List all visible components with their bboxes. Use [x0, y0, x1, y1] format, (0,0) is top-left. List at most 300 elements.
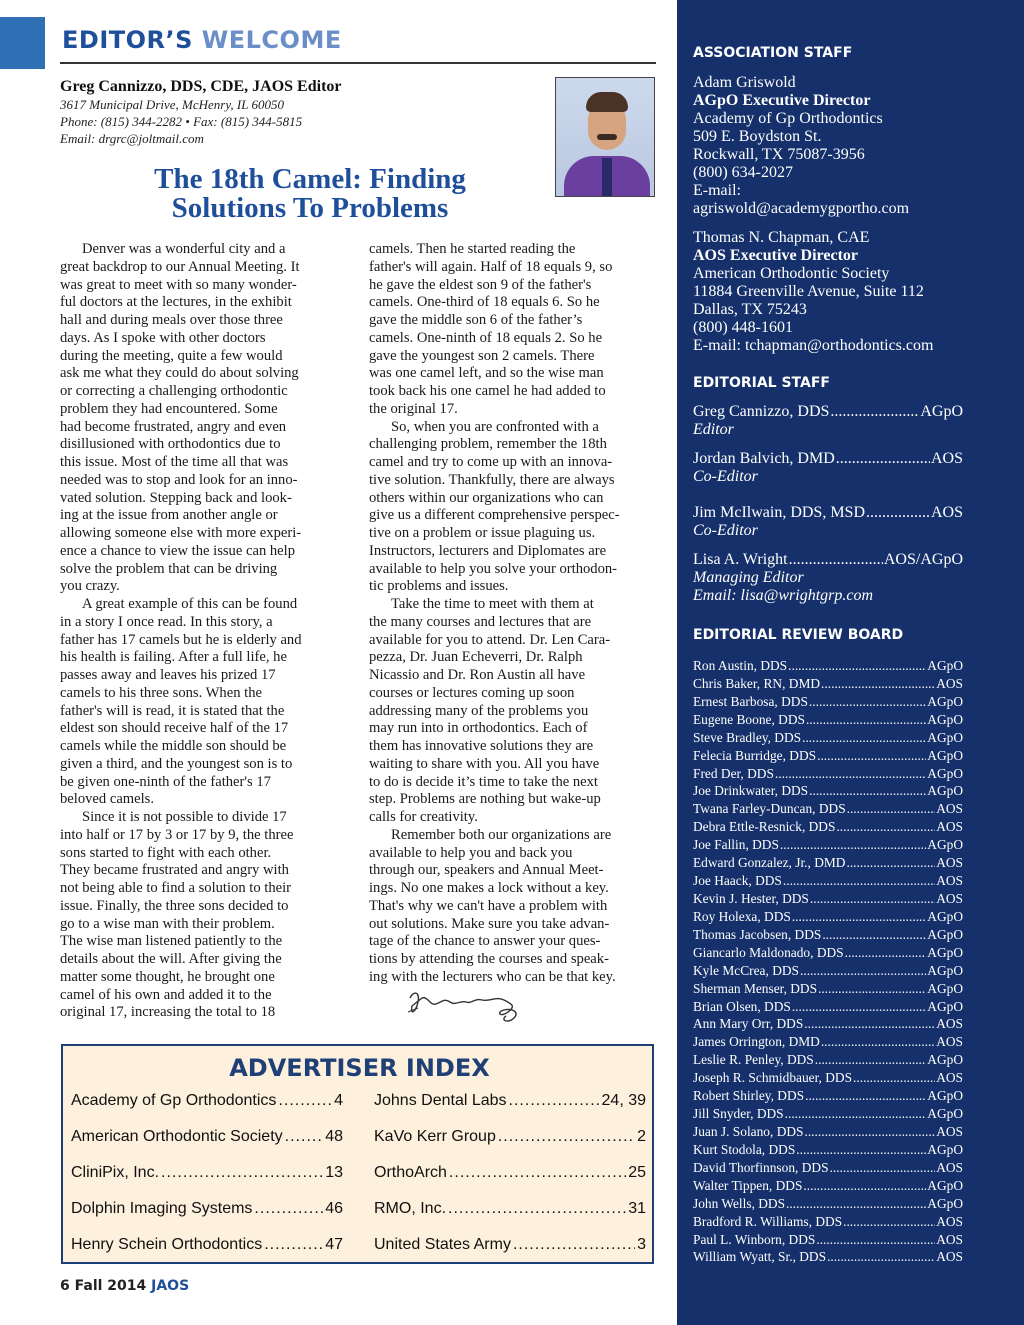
- article-text-line: may run into in orthodontics. Each of: [369, 720, 588, 737]
- member-name: Felecia Burridge, DDS: [693, 747, 817, 763]
- member-org: AOS: [936, 1070, 963, 1086]
- member-name: Jill Snyder, DDS: [693, 1106, 784, 1122]
- advertiser-name: Dolphin Imaging Systems: [71, 1200, 253, 1217]
- dot-leader: [845, 944, 927, 962]
- dot-leader: [448, 1200, 626, 1218]
- article-text-line: tage of the chance to answer your ques-: [369, 933, 601, 950]
- article-text-line: be given one-ninth of the father's 17: [60, 773, 271, 790]
- article-text-line: pezza, Dr. Juan Echeverri, Dr. Ralph: [369, 649, 583, 666]
- member-org: AGpO: [927, 998, 963, 1014]
- member-name: Giancarlo Maldonado, DDS: [693, 944, 844, 960]
- member-org: AGpO: [927, 658, 963, 673]
- dot-leader: [809, 782, 926, 800]
- article-text-line: details about the will. After giving the: [60, 951, 282, 967]
- review-board-member: [693, 782, 963, 800]
- member-org: AGpO: [927, 962, 963, 978]
- editor-name: Greg Cannizzo, DDS, CDE, JAOS Editor: [60, 78, 342, 95]
- member-name: Ron Austin, DDS: [693, 658, 788, 673]
- review-board-member: [693, 926, 963, 944]
- advertiser-name: United States Army: [374, 1236, 511, 1253]
- review-board-member: [693, 980, 963, 998]
- dot-leader: [796, 1141, 926, 1159]
- advertiser-name: CliniPix, Inc.: [71, 1164, 160, 1181]
- review-board-member: [693, 872, 963, 890]
- advertiser-page: 24, 39: [601, 1092, 646, 1109]
- article-text-line: That's why we can't have a problem with: [369, 897, 608, 914]
- advertiser-name: American Orthodontic Society: [71, 1128, 283, 1145]
- dot-leader: [278, 1092, 332, 1110]
- member-org: AOS: [936, 1034, 963, 1050]
- contact-line: E-mail:: [693, 182, 741, 199]
- contact-line: agriswold@academygportho.com: [693, 200, 910, 217]
- article-text-line: Take the time to meet with them at: [391, 596, 594, 612]
- article-text-line: this issue. Most of the time all that was: [60, 454, 289, 470]
- article-text-line: beloved camels.: [60, 791, 155, 808]
- advertiser-page: 48: [325, 1128, 343, 1145]
- article-text-line: camel of his own and added it to the: [60, 986, 272, 1003]
- member-org: AGpO: [927, 1177, 963, 1193]
- member-org: AOS: [936, 873, 963, 889]
- staff-role: Managing Editor: [693, 569, 804, 586]
- review-board-member: [693, 998, 963, 1016]
- article-text-line: needed was to stop and look for an inno-: [60, 471, 298, 488]
- advertiser-name: RMO, Inc.: [374, 1200, 447, 1217]
- dot-leader: [804, 1123, 935, 1141]
- article-text-line: Remember both our organizations are: [391, 826, 612, 843]
- dot-leader: [513, 1236, 635, 1254]
- dot-leader: [816, 1231, 935, 1249]
- article-text-line: ing at the issue from another angle or: [60, 507, 278, 524]
- member-org: AOS: [936, 1213, 963, 1229]
- dot-leader: [789, 551, 883, 569]
- dot-leader: [805, 1087, 926, 1105]
- member-name: Roy Holexa, DDS: [693, 908, 791, 924]
- dot-leader: [509, 1092, 600, 1110]
- article-text-line: hall and during meals over those three: [60, 312, 283, 328]
- association-contact-aos: [693, 229, 1013, 355]
- review-board-member: [693, 1051, 963, 1069]
- advertiser-entry: [71, 1236, 343, 1254]
- advertiser-name: OrthoArch: [374, 1164, 447, 1181]
- contact-line: (800) 448-1601: [693, 319, 793, 336]
- review-board-member: [693, 1231, 963, 1249]
- advertiser-entry: [71, 1128, 343, 1146]
- member-name: Chris Baker, RN, DMD: [693, 675, 821, 691]
- contact-line: (800) 634-2027: [693, 164, 793, 181]
- dot-leader: [821, 675, 935, 693]
- article-text-line: vated solution. Stepping back and look-: [60, 489, 292, 506]
- editor-photo: [555, 77, 655, 197]
- review-board-member: [693, 765, 963, 783]
- member-org: AOS: [936, 1249, 963, 1265]
- member-org: AGpO: [927, 908, 963, 924]
- article-text-line: the many courses and lectures that are: [369, 613, 592, 630]
- member-org: AGpO: [927, 1141, 963, 1157]
- article-text-line: issue. Finally, the three sons decided to: [60, 897, 289, 914]
- advertiser-index-title: ADVERTISER INDEX: [229, 1054, 490, 1082]
- advertiser-page: 47: [325, 1236, 343, 1253]
- member-name: Steve Bradley, DDS: [693, 729, 802, 745]
- staff-org: AOS: [930, 504, 963, 521]
- article-text-line: or correcting a challenging orthodontic: [60, 383, 288, 399]
- dot-leader: [161, 1164, 323, 1182]
- article-text-line: through our, speakers and Annual Meet-: [369, 862, 604, 879]
- dot-leader: [802, 729, 926, 747]
- article-text-line: ask me what they could do about solving: [60, 365, 299, 382]
- review-board-member: [693, 1177, 963, 1195]
- article-text-line: Since it is not possible to divide 17: [82, 809, 287, 825]
- dot-leader: [786, 1195, 926, 1213]
- article-column-2: [369, 241, 659, 987]
- dot-leader: [827, 1248, 935, 1266]
- dot-leader: [830, 1159, 936, 1177]
- dot-leader: [498, 1128, 635, 1146]
- member-name: Bradford R. Williams, DDS: [693, 1213, 843, 1229]
- dot-leader: [821, 1033, 935, 1051]
- member-name: Edward Gonzalez, Jr., DMD: [693, 855, 846, 871]
- member-org: AOS: [936, 1159, 963, 1175]
- member-name: Eugene Boone, DDS: [693, 711, 805, 727]
- dot-leader: [785, 1105, 927, 1123]
- review-board-member: [693, 1087, 963, 1105]
- article-text-line: gave the middle son 6 of the father’s: [369, 312, 583, 328]
- editor-email: Email: drgrc@joltmail.com: [60, 131, 204, 146]
- member-name: Fred Der, DDS: [693, 765, 774, 781]
- article-text-line: So, when you are confronted with a: [391, 418, 599, 435]
- contact-line: Rockwall, TX 75087-3956: [693, 146, 865, 163]
- article-text-line: tic problems and issues.: [369, 578, 509, 595]
- contact-line: Adam Griswold: [693, 74, 796, 91]
- header-divider: [60, 62, 656, 64]
- article-text-line: calls for creativity.: [369, 809, 478, 825]
- member-org: AGpO: [927, 711, 963, 727]
- member-org: AOS: [936, 801, 963, 817]
- review-board-member: [693, 1033, 963, 1051]
- member-org: AGpO: [927, 1088, 963, 1104]
- staff-role: Editor: [693, 421, 734, 438]
- article-text-line: available for you to attend. Dr. Len Cara-: [369, 631, 611, 648]
- article-text-line: he gave the eldest son 9 of the father's: [369, 276, 592, 293]
- review-board-member: [693, 1015, 963, 1033]
- editorial-staff-entry: [693, 450, 963, 486]
- member-org: AGpO: [927, 1106, 963, 1122]
- staff-name-line: [693, 504, 963, 522]
- article-text-line: ing with the lecturers who can be that key.: [369, 968, 616, 985]
- member-org: AGpO: [927, 765, 963, 781]
- staff-sidebar: [677, 0, 1024, 1325]
- editor-contact: [60, 78, 540, 147]
- article-text-line: tive on a problem or issue plaguing us.: [369, 525, 596, 541]
- advertiser-entry: [71, 1092, 343, 1110]
- review-board-member: [693, 729, 963, 747]
- member-name: David Thorfinnson, DDS: [693, 1159, 829, 1175]
- article-text-line: tive solution. Thankfully, there are always: [369, 471, 615, 488]
- editor-phone: Phone: (815) 344-2282 • Fax: (815) 344-5815: [60, 114, 303, 129]
- member-org: AGpO: [927, 1052, 963, 1068]
- member-name: Joe Drinkwater, DDS: [693, 783, 809, 799]
- article-text-line: father's will is read, it is stated that the: [60, 702, 285, 719]
- member-org: AOS: [936, 1016, 963, 1032]
- dot-leader: [449, 1164, 626, 1182]
- article-text-line: them has innovative solutions they are: [369, 738, 594, 754]
- dot-leader: [815, 1051, 927, 1069]
- member-org: AOS: [936, 1231, 963, 1247]
- review-board-member: [693, 818, 963, 836]
- member-name: Robert Shirley, DDS: [693, 1088, 805, 1104]
- journal-name: JAOS: [151, 1278, 190, 1294]
- dot-leader: [788, 657, 926, 675]
- editorial-staff-entry: [693, 403, 963, 439]
- dot-leader: [836, 818, 935, 836]
- advertiser-name: KaVo Kerr Group: [374, 1128, 496, 1145]
- review-board-member: [693, 747, 963, 765]
- article-text-line: available to help you solve your orthodon-: [369, 560, 618, 577]
- article-text-line: original 17, increasing the total to 18: [60, 1004, 276, 1021]
- article-text-line: out solutions. Make sure you take advan-: [369, 915, 610, 932]
- advertiser-entry: [374, 1164, 646, 1182]
- article-text-line: not being able to find a solution to their: [60, 880, 292, 896]
- issue-label: Fall 2014: [74, 1278, 147, 1294]
- review-board-member: [693, 711, 963, 729]
- member-name: Twana Farley-Duncan, DDS: [693, 801, 846, 817]
- article-text-line: Nicassio and Dr. Ron Austin all have: [369, 667, 586, 683]
- article-text-line: you crazy.: [60, 578, 120, 595]
- member-org: AOS: [936, 855, 963, 871]
- editorial-staff-heading: EDITORIAL STAFF: [693, 375, 830, 391]
- dot-leader: [818, 980, 926, 998]
- article-text-line: others within our organizations who can: [369, 489, 604, 506]
- review-board-member: [693, 1213, 963, 1231]
- advertiser-entry: [71, 1164, 343, 1182]
- editorial-staff-entry: [693, 504, 963, 540]
- association-contact-agpo: [693, 74, 1013, 218]
- dot-leader: [780, 836, 926, 854]
- contact-line: AOS Executive Director: [693, 247, 858, 264]
- advertiser-entry: [71, 1200, 343, 1218]
- article-text-line: Denver was a wonderful city and a: [82, 241, 286, 257]
- review-board-member: [693, 890, 963, 908]
- dot-leader: [830, 403, 919, 421]
- section-title-part1: EDITOR’S: [62, 26, 202, 54]
- advertiser-entry: [374, 1092, 646, 1110]
- article-text-line: disillusioned with orthodontics due to: [60, 436, 281, 453]
- member-name: Kurt Stodola, DDS: [693, 1141, 796, 1157]
- article-text-line: camel and try to come up with an innova-: [369, 454, 613, 470]
- member-name: Paul L. Winborn, DDS: [693, 1231, 816, 1247]
- article-title-line1: The 18th Camel: Finding: [154, 163, 466, 195]
- article-text-line: gave the youngest son 2 camels. There: [369, 347, 595, 364]
- contact-line: Thomas N. Chapman, CAE: [693, 229, 870, 246]
- article-text-line: challenging problem, remember the 18th: [369, 436, 607, 453]
- dot-leader: [847, 800, 936, 818]
- review-board-member: [693, 800, 963, 818]
- member-org: AGpO: [927, 926, 963, 942]
- member-org: AGpO: [927, 783, 963, 799]
- dot-leader: [846, 854, 935, 872]
- review-board-member: [693, 1248, 963, 1266]
- editor-signature: [404, 986, 528, 1028]
- member-name: Ann Mary Orr, DDS: [693, 1016, 804, 1032]
- staff-name: Jim McIlwain, DDS, MSD: [693, 504, 866, 521]
- dot-leader: [809, 693, 926, 711]
- article-text-line: They became frustrated and angry with: [60, 862, 289, 879]
- member-org: AGpO: [927, 693, 963, 709]
- section-title: [62, 26, 342, 54]
- review-board-member: [693, 675, 963, 693]
- dot-leader: [853, 1069, 935, 1087]
- article-text-line: step. Problems are nothing but wake-up: [369, 791, 601, 808]
- advertiser-page: 4: [334, 1092, 343, 1109]
- article-text-line: give us a different comprehensive perspec-: [369, 507, 620, 524]
- article-text-line: camels to his three sons. When the: [60, 684, 262, 701]
- member-name: James Orrington, DMD: [693, 1034, 820, 1050]
- review-board-member: [693, 944, 963, 962]
- member-name: William Wyatt, Sr., DDS: [693, 1249, 827, 1265]
- article-text-line: matter some thought, he brought one: [60, 968, 275, 985]
- member-org: AOS: [936, 675, 963, 691]
- staff-role: Co-Editor: [693, 522, 758, 539]
- dot-leader: [285, 1128, 324, 1146]
- contact-line: American Orthodontic Society: [693, 265, 890, 282]
- page-number: 6: [60, 1278, 70, 1294]
- review-board-member: [693, 1123, 963, 1141]
- dot-leader: [836, 450, 930, 468]
- review-board-member: [693, 657, 963, 675]
- article-text-line: A great example of this can be found: [82, 596, 298, 612]
- review-board-heading: EDITORIAL REVIEW BOARD: [693, 627, 904, 643]
- article-text-line: passes away and leaves his prized 17: [60, 667, 276, 683]
- dot-leader: [822, 926, 926, 944]
- advertiser-entry: [374, 1128, 646, 1146]
- member-name: Juan J. Solano, DDS: [693, 1123, 804, 1139]
- member-org: AGpO: [927, 729, 963, 745]
- dot-leader: [866, 504, 930, 522]
- review-board-member: [693, 693, 963, 711]
- dot-leader: [804, 1015, 935, 1033]
- article-text-line: available to help you and back you: [369, 844, 573, 861]
- review-board-member: [693, 1105, 963, 1123]
- article-text-line: father's will again. Half of 18 equals 9, so: [369, 258, 613, 275]
- article-text-line: father has 17 camels but he is elderly and: [60, 631, 302, 648]
- article-text-line: into half or 17 by 3 or 17 by 9, the three: [60, 826, 294, 843]
- advertiser-page: 3: [637, 1236, 646, 1253]
- dot-leader: [810, 890, 935, 908]
- member-name: Joseph R. Schmidbauer, DDS: [693, 1070, 853, 1086]
- contact-line: 11884 Greenville Avenue, Suite 112: [693, 283, 924, 300]
- member-name: John Wells, DDS: [693, 1195, 786, 1211]
- contact-line: AGpO Executive Director: [693, 92, 871, 109]
- staff-name: Greg Cannizzo, DDS: [693, 403, 830, 420]
- page-footer: [60, 1278, 189, 1294]
- dot-leader: [800, 962, 926, 980]
- advertiser-page: 2: [637, 1128, 646, 1145]
- review-board-member: [693, 854, 963, 872]
- advertiser-entry: [374, 1236, 646, 1254]
- member-name: Kevin J. Hester, DDS: [693, 890, 809, 906]
- article-column-1: [60, 241, 352, 1022]
- section-title-part2: WELCOME: [201, 26, 342, 54]
- article-text-line: addressing many of the problems you: [369, 702, 589, 719]
- article-text-line: camels. Then he started reading the: [369, 241, 576, 257]
- article-text-line: in a story I once read. In this story, a: [60, 613, 273, 630]
- member-org: AGpO: [927, 747, 963, 763]
- review-board-member: [693, 1141, 963, 1159]
- member-org: AGpO: [927, 980, 963, 996]
- staff-org: AGpO: [920, 403, 963, 420]
- staff-name: Lisa A. Wright: [693, 551, 788, 568]
- advertiser-page: 13: [325, 1164, 343, 1181]
- review-board-member: [693, 908, 963, 926]
- contact-line: Dallas, TX 75243: [693, 301, 807, 318]
- dot-leader: [843, 1213, 935, 1231]
- member-org: AOS: [936, 890, 963, 906]
- member-name: Joe Haack, DDS: [693, 873, 782, 889]
- member-name: Joe Fallin, DDS: [693, 837, 779, 853]
- review-board-member: [693, 836, 963, 854]
- article-text-line: solve the problem that can be driving: [60, 560, 278, 577]
- staff-org: AOS/AGpO: [883, 551, 963, 568]
- staff-org: AOS: [930, 450, 963, 467]
- article-text-line: to do is decide it’s time to take the next: [369, 773, 598, 790]
- article-text-line: Instructors, lecturers and Diplomates are: [369, 542, 607, 559]
- member-name: Debra Ettle-Resnick, DDS: [693, 819, 836, 835]
- member-name: Thomas Jacobsen, DDS: [693, 926, 822, 942]
- article-text-line: the original 17.: [369, 400, 458, 417]
- article-text-line: took back his one camel he had added to: [369, 383, 606, 399]
- member-org: AGpO: [927, 837, 963, 853]
- staff-role: Co-Editor: [693, 468, 758, 485]
- dot-leader: [254, 1200, 323, 1218]
- association-staff-heading: ASSOCIATION STAFF: [693, 45, 853, 61]
- advertiser-name: Henry Schein Orthodontics: [71, 1236, 263, 1253]
- member-org: AGpO: [927, 944, 963, 960]
- article-text-line: ence a chance to view the issue can help: [60, 542, 296, 559]
- staff-name-line: [693, 551, 963, 569]
- dot-leader: [806, 711, 926, 729]
- advertiser-page: 31: [628, 1200, 646, 1217]
- member-org: AOS: [936, 819, 963, 835]
- article-text-line: ful doctors at the lectures, in the exhibit: [60, 294, 292, 311]
- article-text-line: was one camel left, and so the wise man: [369, 365, 604, 382]
- article-text-line: had become frustrated, angry and even: [60, 418, 287, 435]
- dot-leader: [264, 1236, 323, 1254]
- contact-line: E-mail: tchapman@orthodontics.com: [693, 337, 934, 354]
- review-board-member: [693, 1159, 963, 1177]
- member-org: AOS: [936, 1123, 963, 1139]
- editorial-staff-entry: [693, 551, 963, 605]
- staff-name-line: [693, 450, 963, 468]
- member-name: Leslie R. Penley, DDS: [693, 1052, 814, 1068]
- article-text-line: his health is failing. After a full life, he: [60, 649, 287, 666]
- review-board-member: [693, 1069, 963, 1087]
- advertiser-page: 25: [628, 1164, 646, 1181]
- article-text-line: tions by attending the courses and speak-: [369, 951, 609, 967]
- advertiser-name: Academy of Gp Orthodontics: [71, 1092, 277, 1109]
- staff-email: Email: lisa@wrightgrp.com: [693, 587, 874, 604]
- member-name: Kyle McCrea, DDS: [693, 962, 799, 978]
- member-org: AGpO: [927, 1195, 963, 1211]
- review-board-list: [693, 657, 963, 1266]
- article-title: [60, 165, 560, 223]
- member-name: Walter Tippen, DDS: [693, 1177, 803, 1193]
- member-name: Ernest Barbosa, DDS: [693, 693, 808, 709]
- dot-leader: [783, 872, 935, 890]
- member-name: Sherman Menser, DDS: [693, 980, 818, 996]
- article-text-line: was great to meet with so many wonder-: [60, 276, 297, 293]
- article-text-line: days. As I spoke with other doctors: [60, 329, 266, 346]
- article-text-line: ings. No one makes a lock without a key.: [369, 880, 609, 896]
- advertiser-entry: [374, 1200, 646, 1218]
